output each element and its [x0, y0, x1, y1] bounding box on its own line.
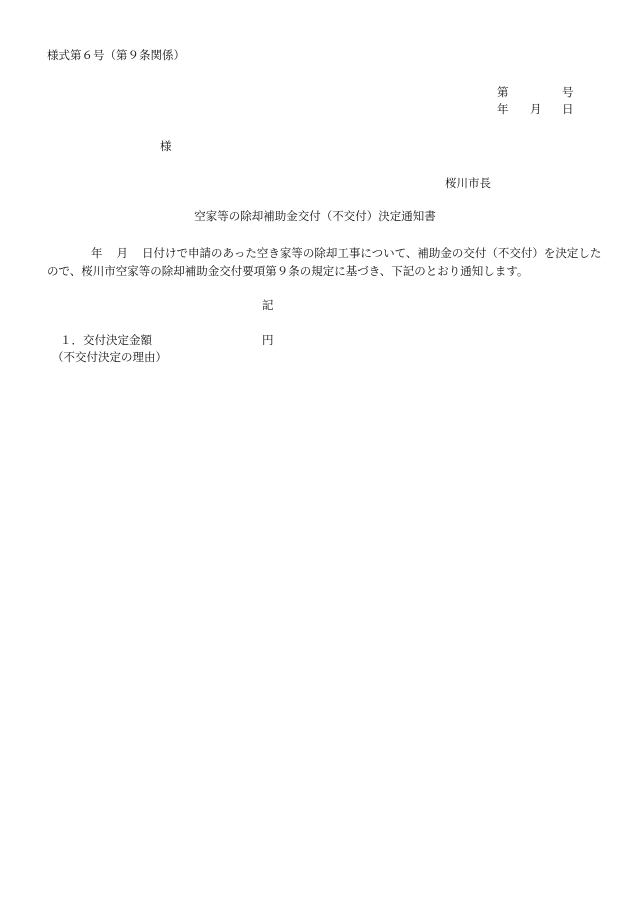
doc-number-suffix: 号 — [562, 85, 574, 99]
date-month: 月 — [530, 102, 542, 116]
form-number: 様式第６号（第９条関係） — [47, 48, 185, 62]
reason-label: （不交付決定の理由） — [52, 350, 167, 364]
body-year: 年 — [91, 246, 103, 260]
body-line-1 — [47, 244, 602, 262]
doc-number-prefix: 第 — [497, 85, 509, 99]
amount-unit: 円 — [262, 333, 274, 347]
date-year: 年 — [497, 102, 509, 116]
recipient-honorific: 様 — [160, 139, 172, 153]
date-day: 日 — [562, 102, 574, 116]
body-paragraph — [47, 244, 602, 280]
body-text-1: 日付けで申請のあった空き家等の除却工事について、補助金の交付（不交付）を決定した — [142, 246, 602, 260]
sender-name: 桜川市長 — [445, 176, 491, 190]
amount-label: １．交付決定金額 — [60, 333, 152, 347]
document-title: 空家等の除却補助金交付（不交付）決定通知書 — [194, 209, 436, 223]
body-month: 月 — [116, 246, 128, 260]
body-text-2: ので、桜川市空家等の除却補助金交付要項第９条の規定に基づき、下記のとおり通知します。 — [47, 264, 529, 278]
ki-heading: 記 — [262, 298, 274, 312]
